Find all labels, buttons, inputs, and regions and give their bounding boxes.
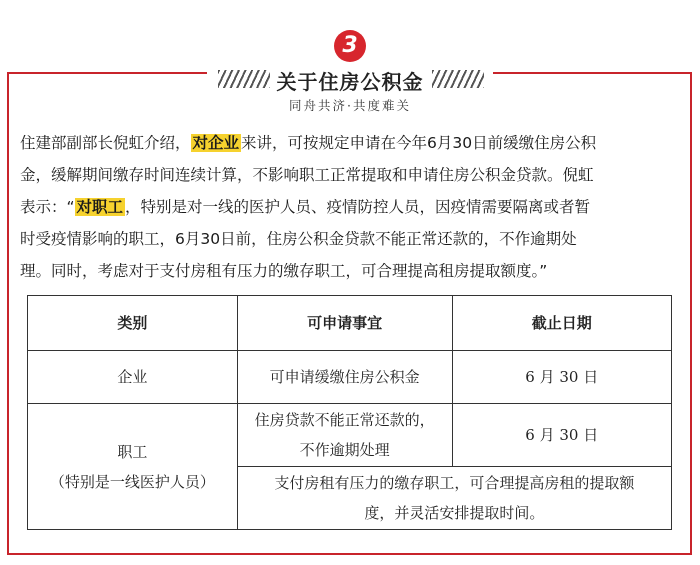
paragraph-text: ，特别是对一线的医护人员、疫情防控人员，因疫情需要隔离或者暂 [125, 198, 591, 216]
cell-category-enterprise: 企业 [28, 351, 238, 404]
paragraph-text: 来讲，可按规定申请在今年6月30日前缓缴住房公积 [241, 134, 597, 152]
category-worker-label: 职工 [117, 442, 148, 461]
table-header-row [28, 296, 672, 351]
cell-matter-enterprise: 可申请缓缴住房公积金 [237, 351, 452, 404]
header-matter: 可申请事宜 [237, 296, 452, 351]
frame-right-edge [690, 72, 692, 555]
title-hatch-right [432, 70, 484, 88]
section-number-badge: 3 [334, 30, 366, 62]
paragraph-line-3 [20, 191, 680, 223]
frame-top-left-edge [7, 72, 207, 74]
section-subtitle: 同舟共济·共度难关 [289, 98, 411, 113]
table-row [28, 351, 672, 404]
frame-top-right-edge [493, 72, 692, 74]
frame-left-edge [7, 72, 9, 555]
cell-deadline-enterprise: 6 月 30 日 [452, 351, 671, 404]
frame-bottom-edge [7, 553, 692, 555]
table-row [28, 404, 672, 467]
paragraph-text: 住建部副部长倪虹介绍， [20, 134, 191, 152]
paragraph-line-4: 时受疫情影响的职工，6月30日前，住房公积金贷款不能正常还款的，不作逾期处 [20, 230, 577, 248]
highlight-worker: 对职工 [76, 198, 124, 216]
category-worker-note: （特别是一线医护人员） [49, 472, 215, 491]
paragraph-line-5: 理。同时，考虑对于支付房租有压力的缴存职工，可合理提高租房提取额度。” [20, 262, 548, 280]
highlight-enterprise: 对企业 [192, 134, 240, 152]
header-deadline: 截止日期 [452, 296, 671, 351]
cell-deadline-worker: 6 月 30 日 [452, 404, 671, 467]
policy-table [27, 295, 672, 530]
matter-line: 支付房租有压力的缴存职工，可合理提高房租的提取额 [274, 474, 635, 492]
paragraph-text: 表示：“ [20, 198, 75, 216]
matter-line: 不作逾期处理 [299, 441, 390, 459]
matter-line: 住房贷款不能正常还款的， [254, 411, 435, 429]
body-paragraph [20, 127, 680, 287]
matter-line: 度，并灵活安排提取时间。 [364, 504, 545, 522]
cell-matter-worker-rent [237, 467, 671, 530]
title-hatch-left [218, 70, 270, 88]
header-category: 类别 [28, 296, 238, 351]
paragraph-line-2: 金，缓解期间缴存时间连续计算，不影响职工正常提取和申请住房公积金贷款。倪虹 [20, 166, 594, 184]
cell-category-worker [28, 404, 238, 530]
paragraph-line-1 [20, 127, 680, 159]
cell-matter-worker-loan [237, 404, 452, 467]
section-title: 关于住房公积金 [276, 70, 424, 94]
